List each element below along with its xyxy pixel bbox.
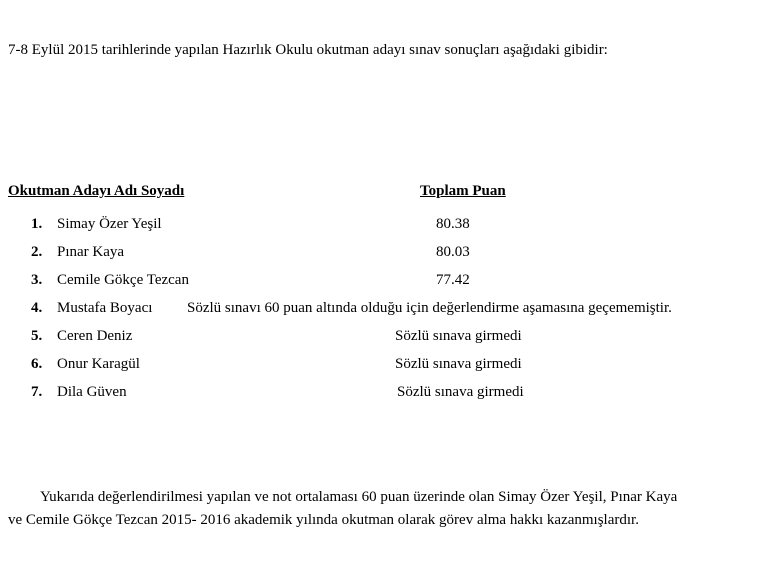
candidate-name: Dila Güven xyxy=(57,384,127,400)
table-row xyxy=(0,356,760,378)
table-row xyxy=(0,244,760,266)
candidate-name: Ceren Deniz xyxy=(57,328,133,344)
row-number: 6. xyxy=(31,356,43,372)
candidate-name: Mustafa Boyacı xyxy=(57,300,153,316)
table-row xyxy=(0,272,760,294)
conclusion-line-1: Yukarıda değerlendirilmesi yapılan ve not ortalaması 60 puan üzerinde olan Simay Özer Yeşil, Pınar Kaya xyxy=(40,489,678,505)
row-number: 3. xyxy=(31,272,43,288)
candidate-result: 80.38 xyxy=(436,216,470,232)
row-number: 1. xyxy=(31,216,43,232)
column-header-score: Toplam Puan xyxy=(420,183,506,199)
candidate-name: Cemile Gökçe Tezcan xyxy=(57,272,189,288)
row-number: 2. xyxy=(31,244,43,260)
candidate-result: Sözlü sınava girmedi xyxy=(395,328,522,344)
candidate-name: Onur Karagül xyxy=(57,356,140,372)
row-number: 4. xyxy=(31,300,43,316)
row-number: 7. xyxy=(31,384,43,400)
table-row xyxy=(0,300,760,322)
table-row xyxy=(0,216,760,238)
candidate-result: Sözlü sınavı 60 puan altında olduğu için değerlendirme aşamasına geçememiştir. xyxy=(187,300,672,316)
conclusion-line-2: ve Cemile Gökçe Tezcan 2015- 2016 akademik yılında okutman olarak görev alma hakkı kazanmışlardır. xyxy=(8,512,639,528)
candidate-result: 80.03 xyxy=(436,244,470,260)
table-row xyxy=(0,328,760,350)
candidate-name: Pınar Kaya xyxy=(57,244,125,260)
candidate-name: Simay Özer Yeşil xyxy=(57,216,162,232)
table-row xyxy=(0,384,760,406)
candidate-result: Sözlü sınava girmedi xyxy=(397,384,524,400)
intro-paragraph: 7-8 Eylül 2015 tarihlerinde yapılan Hazırlık Okulu okutman adayı sınav sonuçları aşağıdaki gibidir: xyxy=(8,42,608,58)
column-header-name: Okutman Adayı Adı Soyadı xyxy=(8,183,185,199)
row-number: 5. xyxy=(31,328,43,344)
candidate-result: Sözlü sınava girmedi xyxy=(395,356,522,372)
candidate-result: 77.42 xyxy=(436,272,470,288)
